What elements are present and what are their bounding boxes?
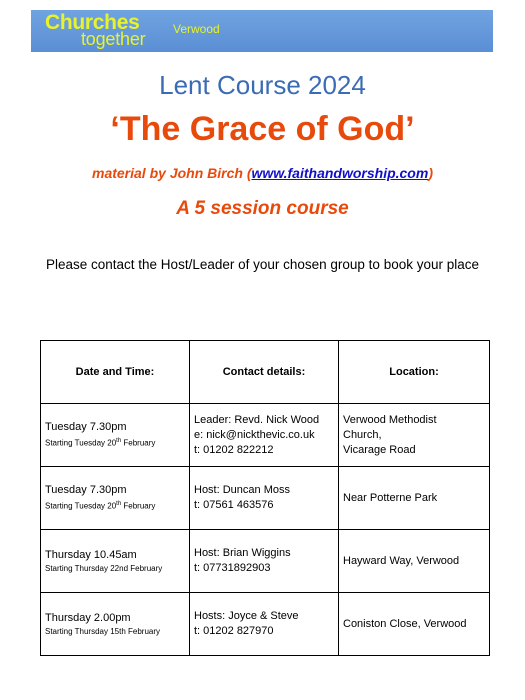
start-date [45, 435, 185, 450]
location-cell [339, 404, 490, 467]
date-time-cell [41, 467, 190, 530]
contact-line: t: 01202 827970 [194, 625, 274, 637]
booking-instruction: Please contact the Host/Leader of your chosen group to book your place [45, 257, 480, 272]
location-line: Coniston Close, Verwood [343, 617, 467, 630]
location-cell [339, 593, 490, 656]
session-time: Thursday 2.00pm [45, 611, 131, 624]
contact-line: t: 07561 463576 [194, 499, 274, 511]
series-title: ‘The Grace of God’ [110, 110, 415, 148]
table-row [41, 467, 490, 530]
contact-cell [190, 530, 339, 593]
contact-cell [190, 467, 339, 530]
session-count: A 5 session course [176, 198, 349, 219]
contact-line: t: 01202 822212 [194, 443, 274, 456]
table-row [41, 593, 490, 656]
table-header-row [41, 341, 490, 404]
table-row [41, 404, 490, 467]
logo-line-churches: Churches [45, 11, 140, 34]
contact-line: Host: Duncan Moss [194, 484, 290, 496]
material-prefix: material by John Birch ( [92, 165, 252, 181]
website-link[interactable]: www.faithandworship.com [251, 165, 429, 181]
start-date-month: February [121, 501, 156, 511]
location-line: Near Potterne Park [343, 491, 438, 504]
contact-line: e: nick@nickthevic.co.uk [194, 428, 315, 441]
location-line: Vicarage Road [343, 443, 416, 456]
material-suffix: ) [428, 165, 433, 181]
start-date-month: February [121, 438, 156, 448]
contact-cell [190, 404, 339, 467]
header-location: Location: [339, 341, 490, 404]
churches-together-logo-banner [31, 10, 493, 52]
start-date-ordinal: th [116, 501, 122, 508]
header-date-time: Date and Time: [41, 341, 190, 404]
location-line: Hayward Way, Verwood [343, 554, 460, 567]
course-title: Lent Course 2024 [159, 70, 366, 100]
date-time-cell [41, 593, 190, 656]
location-cell [339, 530, 490, 593]
start-date: Starting Thursday 15th February [45, 626, 161, 636]
contact-line: t: 07731892903 [194, 562, 271, 574]
header-contact: Contact details: [190, 341, 339, 404]
session-time: Tuesday 7.30pm [45, 484, 127, 497]
start-date [45, 498, 185, 513]
session-time: Tuesday 7.30pm [45, 421, 127, 434]
logo-town: Verwood [173, 22, 220, 36]
session-time: Thursday 10.45am [45, 548, 137, 561]
group-schedule-table [40, 340, 490, 656]
location-line: Church, [343, 428, 382, 441]
location-cell [339, 467, 490, 530]
contact-cell [190, 593, 339, 656]
logo-line-together: together [81, 29, 146, 49]
start-date-text: Starting Tuesday 20 [45, 501, 117, 511]
start-date-text: Starting Tuesday 20 [45, 438, 117, 448]
contact-line: Leader: Revd. Nick Wood [194, 413, 320, 426]
date-time-cell [41, 404, 190, 467]
date-time-cell [41, 530, 190, 593]
location-line: Verwood Methodist [343, 413, 437, 426]
contact-line: Host: Brian Wiggins [194, 547, 291, 559]
start-date-ordinal: th [116, 438, 122, 445]
table-row [41, 530, 490, 593]
start-date: Starting Thursday 22nd February [45, 563, 163, 573]
contact-line: Hosts: Joyce & Steve [194, 610, 299, 622]
material-credit [0, 165, 525, 181]
